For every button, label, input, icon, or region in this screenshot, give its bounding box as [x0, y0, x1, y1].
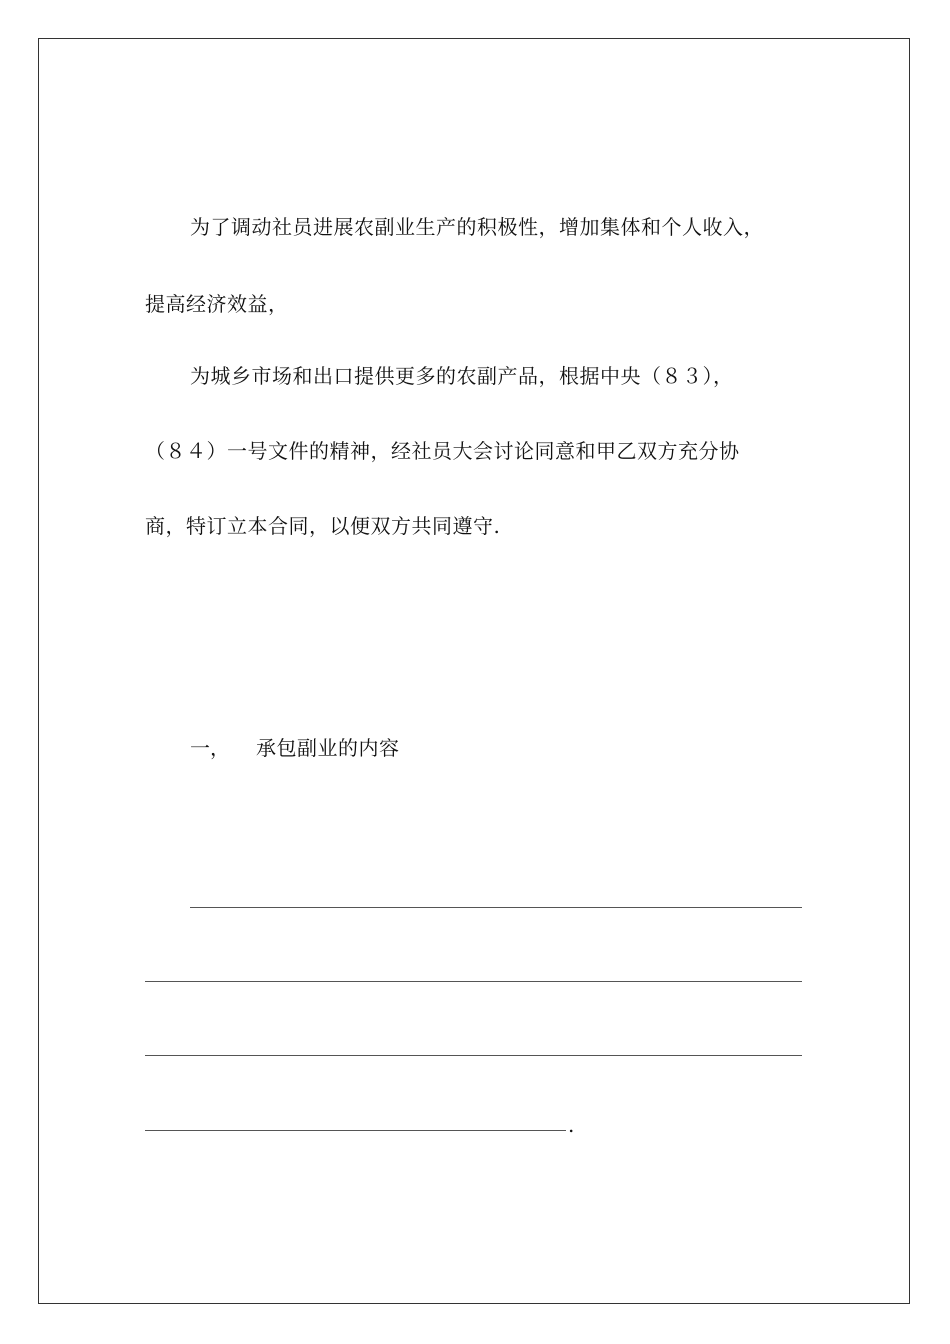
section-1-end-period: . [568, 1113, 575, 1137]
section-1-title: 承包副业的内容 [256, 736, 400, 760]
fill-in-line-1[interactable] [190, 907, 802, 908]
paragraph-2-line-3: 商，特订立本合同，以便双方共同遵守. [145, 514, 501, 538]
paragraph-2-line-2: （８４）一号文件的精神，经社员大会讨论同意和甲乙双方充分协 [145, 439, 740, 463]
paragraph-1-line-2: 提高经济效益， [145, 292, 289, 316]
paragraph-1-line-1: 为了调动社员进展农副业生产的积极性，增加集体和个人收入， [190, 215, 764, 239]
section-1-number: 一， [190, 736, 230, 760]
fill-in-line-4[interactable] [145, 1130, 566, 1131]
fill-in-line-2[interactable] [145, 981, 802, 982]
paragraph-2-line-1: 为城乡市场和出口提供更多的农副产品，根据中央（８３）， [190, 364, 734, 388]
fill-in-line-3[interactable] [145, 1055, 802, 1056]
